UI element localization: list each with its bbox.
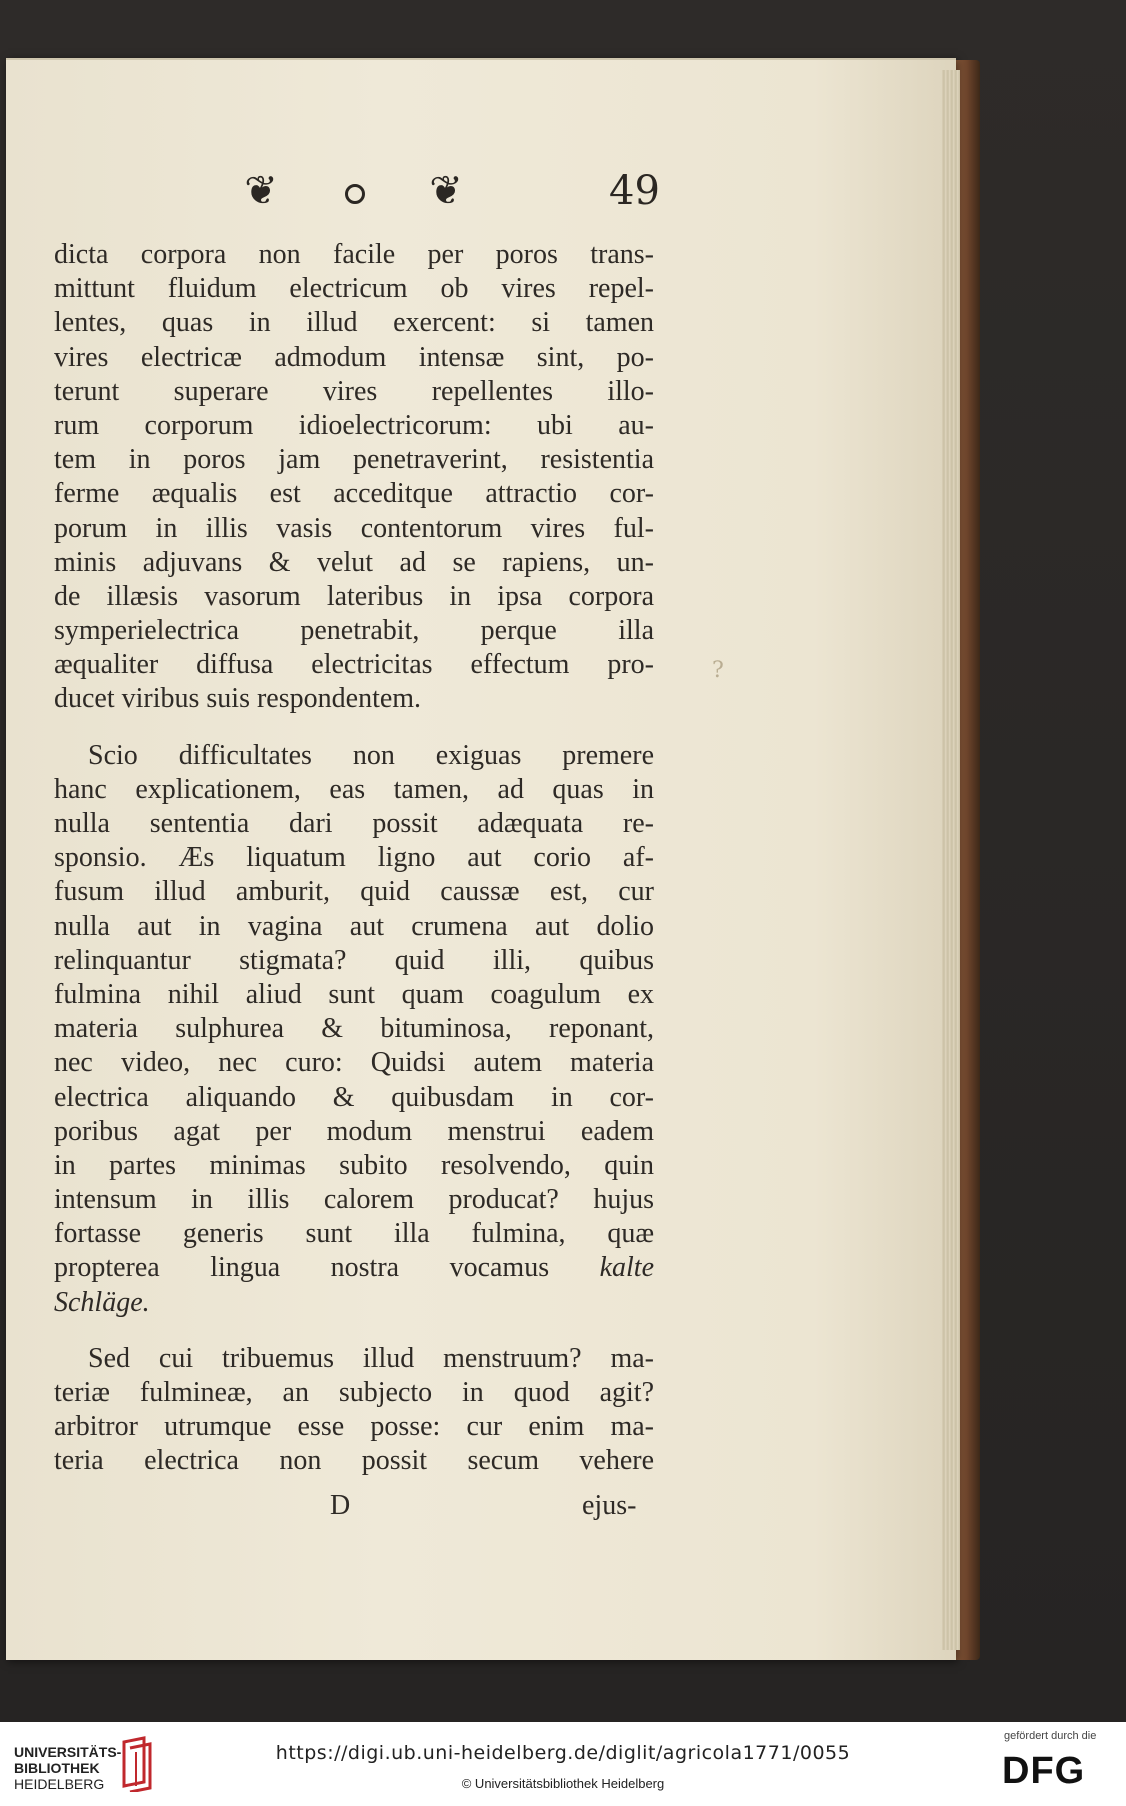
text-line: æqualiter diffusa electricitas effectum pro- (54, 649, 654, 681)
text-line: in partes minimas subito resolvendo, quin (54, 1149, 654, 1181)
text-line: propterea lingua nostra vocamus (54, 1252, 550, 1284)
text-line: lentes, quas in illud exercent: si tamen (54, 307, 654, 339)
text-line: arbitror utrumque esse posse: cur enim ma- (54, 1411, 654, 1443)
text-line: porum in illis vasis contentorum vires ful- (54, 512, 654, 544)
italic-term: kalte (599, 1252, 655, 1284)
text-line: intensum in illis calorem producat? hujus (54, 1184, 654, 1216)
text-line: terunt superare vires repellentes illo- (54, 375, 654, 407)
text-line: vires electricæ admodum intensæ sint, po- (54, 341, 654, 373)
text-line: fusum illud amburit, quid caussæ est, cur (54, 876, 654, 908)
text-line: nulla aut in vagina aut crumena aut dolio (54, 910, 654, 942)
paragraph-2 (54, 739, 654, 1320)
text-line: nec video, nec curo: Quidsi autem materia (54, 1047, 654, 1079)
fleuron-left-icon: ❦ (244, 168, 278, 214)
catchword: ejus- (582, 1490, 637, 1521)
text-line: minis adjuvans & velut ad se rapiens, un- (54, 546, 654, 578)
viewer-footer (0, 1722, 1126, 1806)
text-line: hanc explicationem, eas tamen, ad quas in (54, 773, 654, 805)
library-name-line3: HEIDELBERG (14, 1776, 105, 1792)
text-line: fulmina nihil aliud sunt quam coagulum ex (54, 978, 654, 1010)
text-line: nulla sententia dari possit adæquata re- (54, 808, 654, 839)
text-line-with-italic (54, 1251, 654, 1285)
library-name-line1: UNIVERSITÄTS- (14, 1744, 122, 1760)
text-line: Scio difficultates non exiguas premere (88, 739, 654, 771)
text-line: mittunt fluidum electricum ob vires repel- (54, 273, 654, 305)
funded-by-label: gefördert durch die (1004, 1730, 1097, 1742)
page-edges (942, 70, 960, 1650)
text-line: relinquantur stigmata? quid illi, quibus (54, 944, 654, 976)
italic-term: Schläge. (54, 1286, 150, 1318)
text-line: electrica aliquando & quibusdam in cor- (54, 1081, 654, 1113)
text-line: sponsio. Æs liquatum ligno aut corio af- (54, 842, 654, 874)
paragraph-1 (54, 238, 654, 717)
page-text (54, 238, 654, 1479)
text-line: teria electrica non possit secum vehere (54, 1445, 654, 1477)
text-line: symperielectrica penetrabit, perque illa (54, 615, 654, 647)
circle-icon (345, 184, 365, 204)
text-line: rum corporum idioelectricorum: ubi au- (54, 409, 654, 441)
copyright-notice: © Universitätsbibliothek Heidelberg (461, 1776, 665, 1791)
paragraph-3 (54, 1342, 654, 1479)
text-line: teriæ fulmineæ, an subjecto in quod agit? (54, 1377, 654, 1408)
dfg-logo[interactable]: DFG (1002, 1750, 1086, 1792)
text-line: poribus agat per modum menstrui eadem (54, 1115, 654, 1147)
running-header (235, 168, 660, 228)
page-number: 49 (609, 168, 660, 214)
margin-annotation: ? (712, 658, 724, 683)
text-line: materia sulphurea & bituminosa, reponant, (54, 1013, 654, 1045)
signature-mark: D (330, 1490, 351, 1521)
library-name-line2: BIBLIOTHEK (14, 1760, 100, 1776)
text-line: Sed cui tribuemus illud menstruum? ma- (88, 1342, 654, 1374)
text-line: dicta corpora non facile per poros trans- (54, 239, 654, 270)
text-line: ducet viribus suis respondentem. (54, 683, 422, 715)
text-line: tem in poros jam penetraverint, resistentia (54, 444, 654, 476)
text-line: ferme æqualis est acceditque attractio cor- (54, 478, 654, 510)
text-line: de illæsis vasorum lateribus in ipsa corpora (54, 580, 654, 612)
fleuron-right-icon: ❦ (429, 168, 463, 214)
permalink-url[interactable]: https://digi.ub.uni-heidelberg.de/diglit/agricola1771/0055 (275, 1742, 851, 1764)
text-line: fortasse generis sunt illa fulmina, quæ (54, 1218, 654, 1250)
